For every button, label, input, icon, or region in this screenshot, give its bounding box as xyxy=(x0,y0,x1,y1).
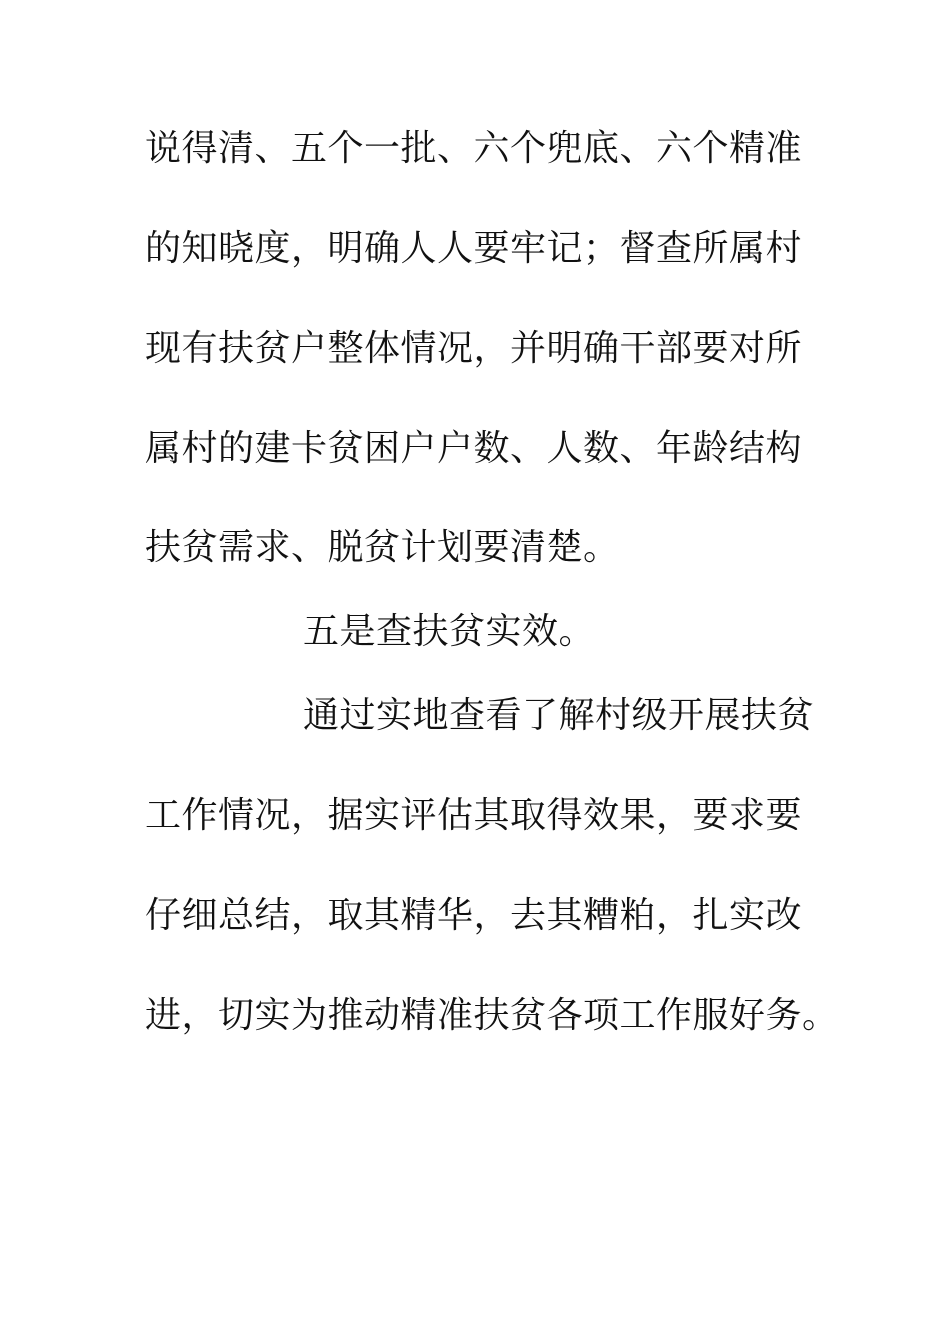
paragraph-line: 现有扶贫户整体情况，并明确干部要对所 xyxy=(145,328,803,369)
paragraph-line: 扶贫需求、脱贫计划要清楚。 xyxy=(145,527,620,568)
paragraph-line: 工作情况，据实评估其取得效果，要求要 xyxy=(145,795,803,836)
paragraph-line: 的知晓度，明确人人要牢记；督查所属村 xyxy=(145,228,803,269)
paragraph-line: 属村的建卡贫困户户数、人数、年龄结构 xyxy=(145,428,803,469)
paragraph-line: 通过实地查看了解村级开展扶贫 xyxy=(303,695,815,736)
paragraph-line: 进，切实为推动精准扶贫各项工作服好务。 xyxy=(145,995,839,1036)
paragraph-line: 说得清、五个一批、六个兜底、六个精准 xyxy=(145,128,803,169)
section-heading: 五是查扶贫实效。 xyxy=(303,611,596,652)
paragraph-line: 仔细总结，取其精华，去其糟粕，扎实改 xyxy=(145,895,803,936)
